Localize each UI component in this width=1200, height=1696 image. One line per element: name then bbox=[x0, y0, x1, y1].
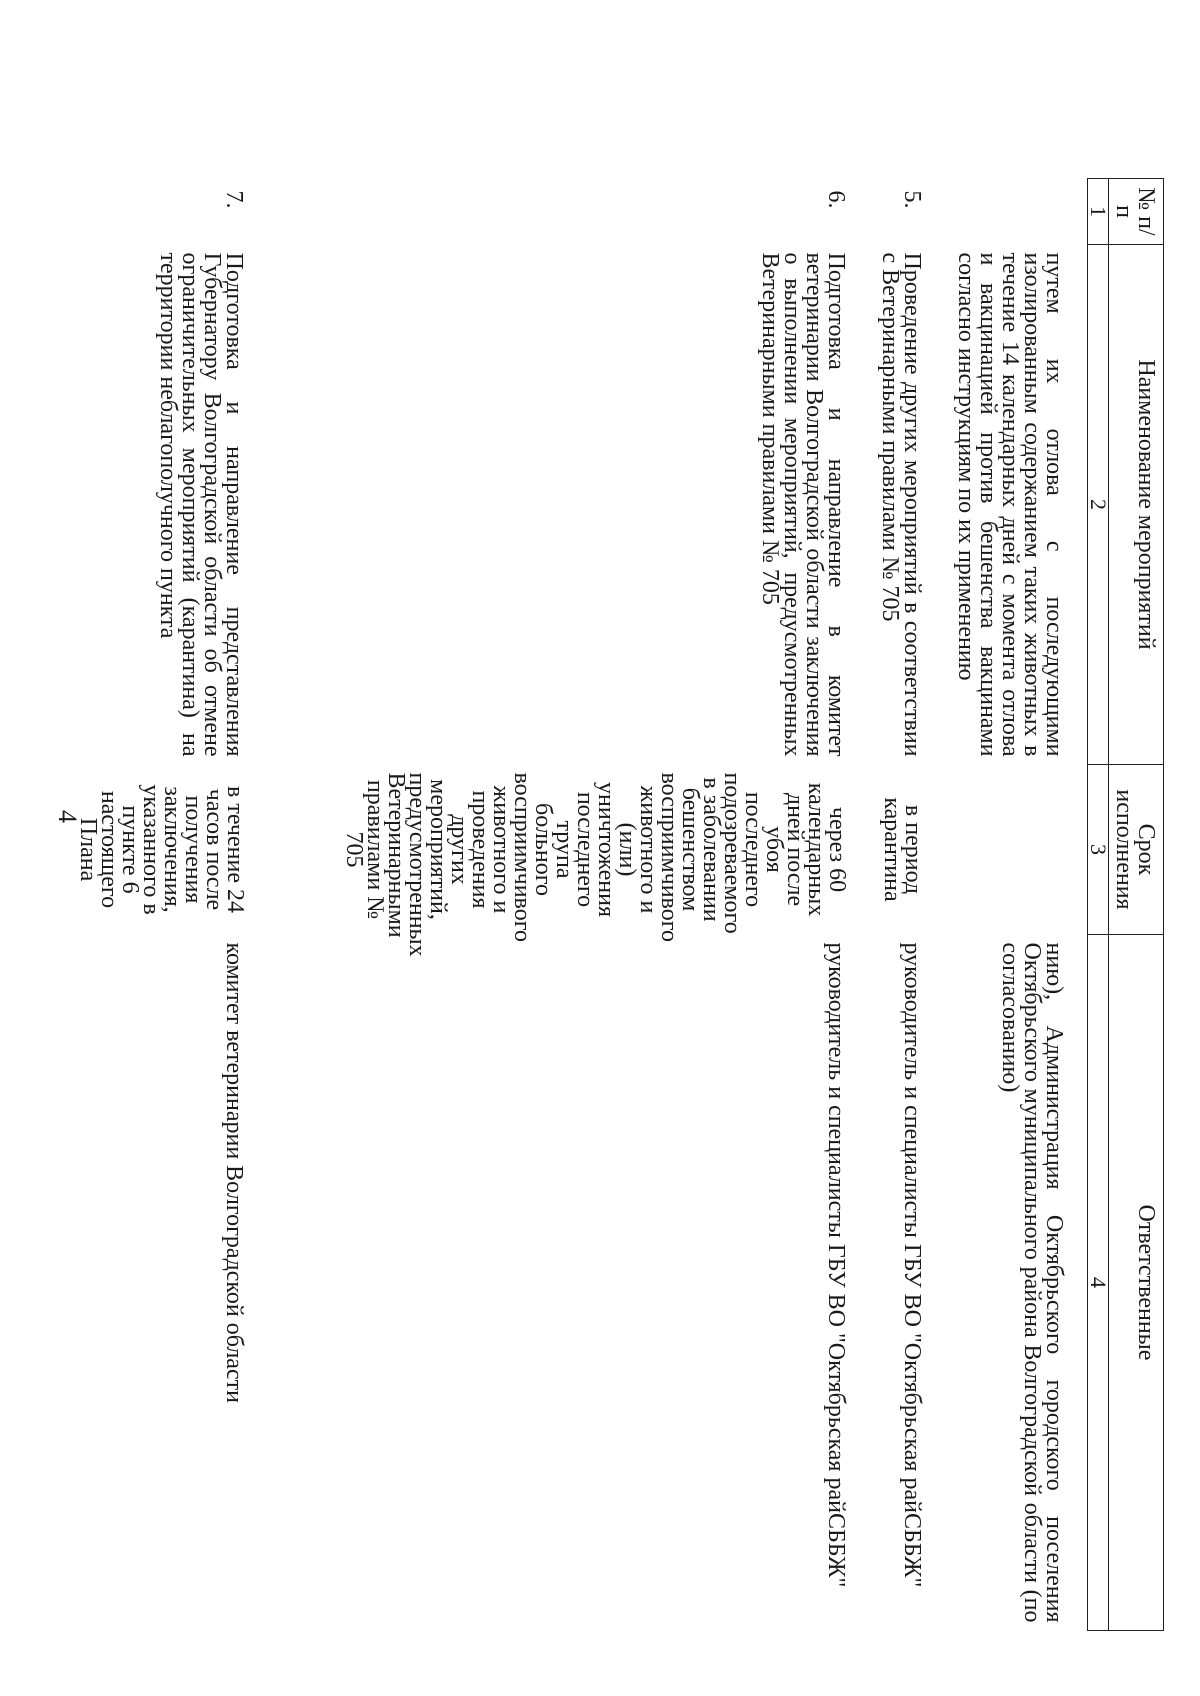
action-responsible: руководитель и специалисты ГБУ ВО "Октябрьская райСББЖ" bbox=[899, 942, 925, 1588]
column-number: 3 bbox=[1088, 765, 1109, 935]
table-header-row bbox=[1109, 179, 1164, 1631]
table-row bbox=[941, 179, 1088, 1631]
action-name: путем их отлова с последующими изолированным содержанием таких животных в течение 14 календарных дней с момента отлова и вакцинацией против бешенства вакцинами согласно инструкциям по их применению bbox=[953, 252, 1067, 757]
header-name: Наименование мероприятий bbox=[1109, 245, 1164, 765]
table-row bbox=[329, 179, 865, 1631]
action-responsible: нию), Администрация Октябрьского городского поселения Октябрьского муниципального района Волгоградской области (по согласованию) bbox=[997, 942, 1067, 1623]
action-name: Проведение других мероприятий в соответствии с Ветеринарными правилами № 705 bbox=[877, 252, 925, 757]
table-row bbox=[63, 179, 329, 1631]
row-number: 5. bbox=[899, 190, 925, 209]
page-number: 4 bbox=[53, 810, 82, 823]
row-number: 7. bbox=[221, 190, 247, 209]
action-deadline: в течение 24 часов после получения заключения, указанного в пункте 6 настоящего Плана bbox=[75, 784, 248, 915]
action-deadline bbox=[941, 765, 1088, 935]
column-number-row bbox=[1088, 179, 1109, 1631]
header-deadline: Срок исполнения bbox=[1109, 765, 1164, 935]
row-number bbox=[941, 179, 1088, 245]
header-num: № п/п bbox=[1109, 179, 1164, 245]
action-name: Подготовка и направление в комитет ветеринарии Волгоградской области заключения о выполнении мероприятий, предусмотренных Ветеринарными правилами № 705 bbox=[757, 252, 849, 757]
table-row bbox=[865, 179, 941, 1631]
column-number: 1 bbox=[1088, 179, 1109, 245]
action-deadline: в период карантина bbox=[879, 797, 926, 902]
action-responsible: комитет ветеринарии Волгоградской области bbox=[221, 942, 247, 1403]
action-deadline: через 60 календарных дней после убоя последнего подозреваемого в заболевании бешенством восприимчивого животного и (или) уничтожения последнего трупа больного восприимчивого животного и проведения других мероприятий, предусмотренных Ветеринарными правилами № 705 bbox=[341, 772, 850, 957]
action-plan-table bbox=[63, 178, 1164, 1631]
column-number: 2 bbox=[1088, 245, 1109, 765]
action-name: Подготовка и направление представления Губернатору Волгоградской области об отмене ограничительных мероприятий (карантина) на территории неблагополучного пункта bbox=[155, 252, 247, 757]
header-responsible: Ответственные bbox=[1109, 935, 1164, 1631]
column-number: 4 bbox=[1088, 935, 1109, 1631]
action-responsible: руководитель и специалисты ГБУ ВО "Октябрьская райСББЖ" bbox=[823, 942, 849, 1588]
row-number: 6. bbox=[823, 190, 849, 209]
